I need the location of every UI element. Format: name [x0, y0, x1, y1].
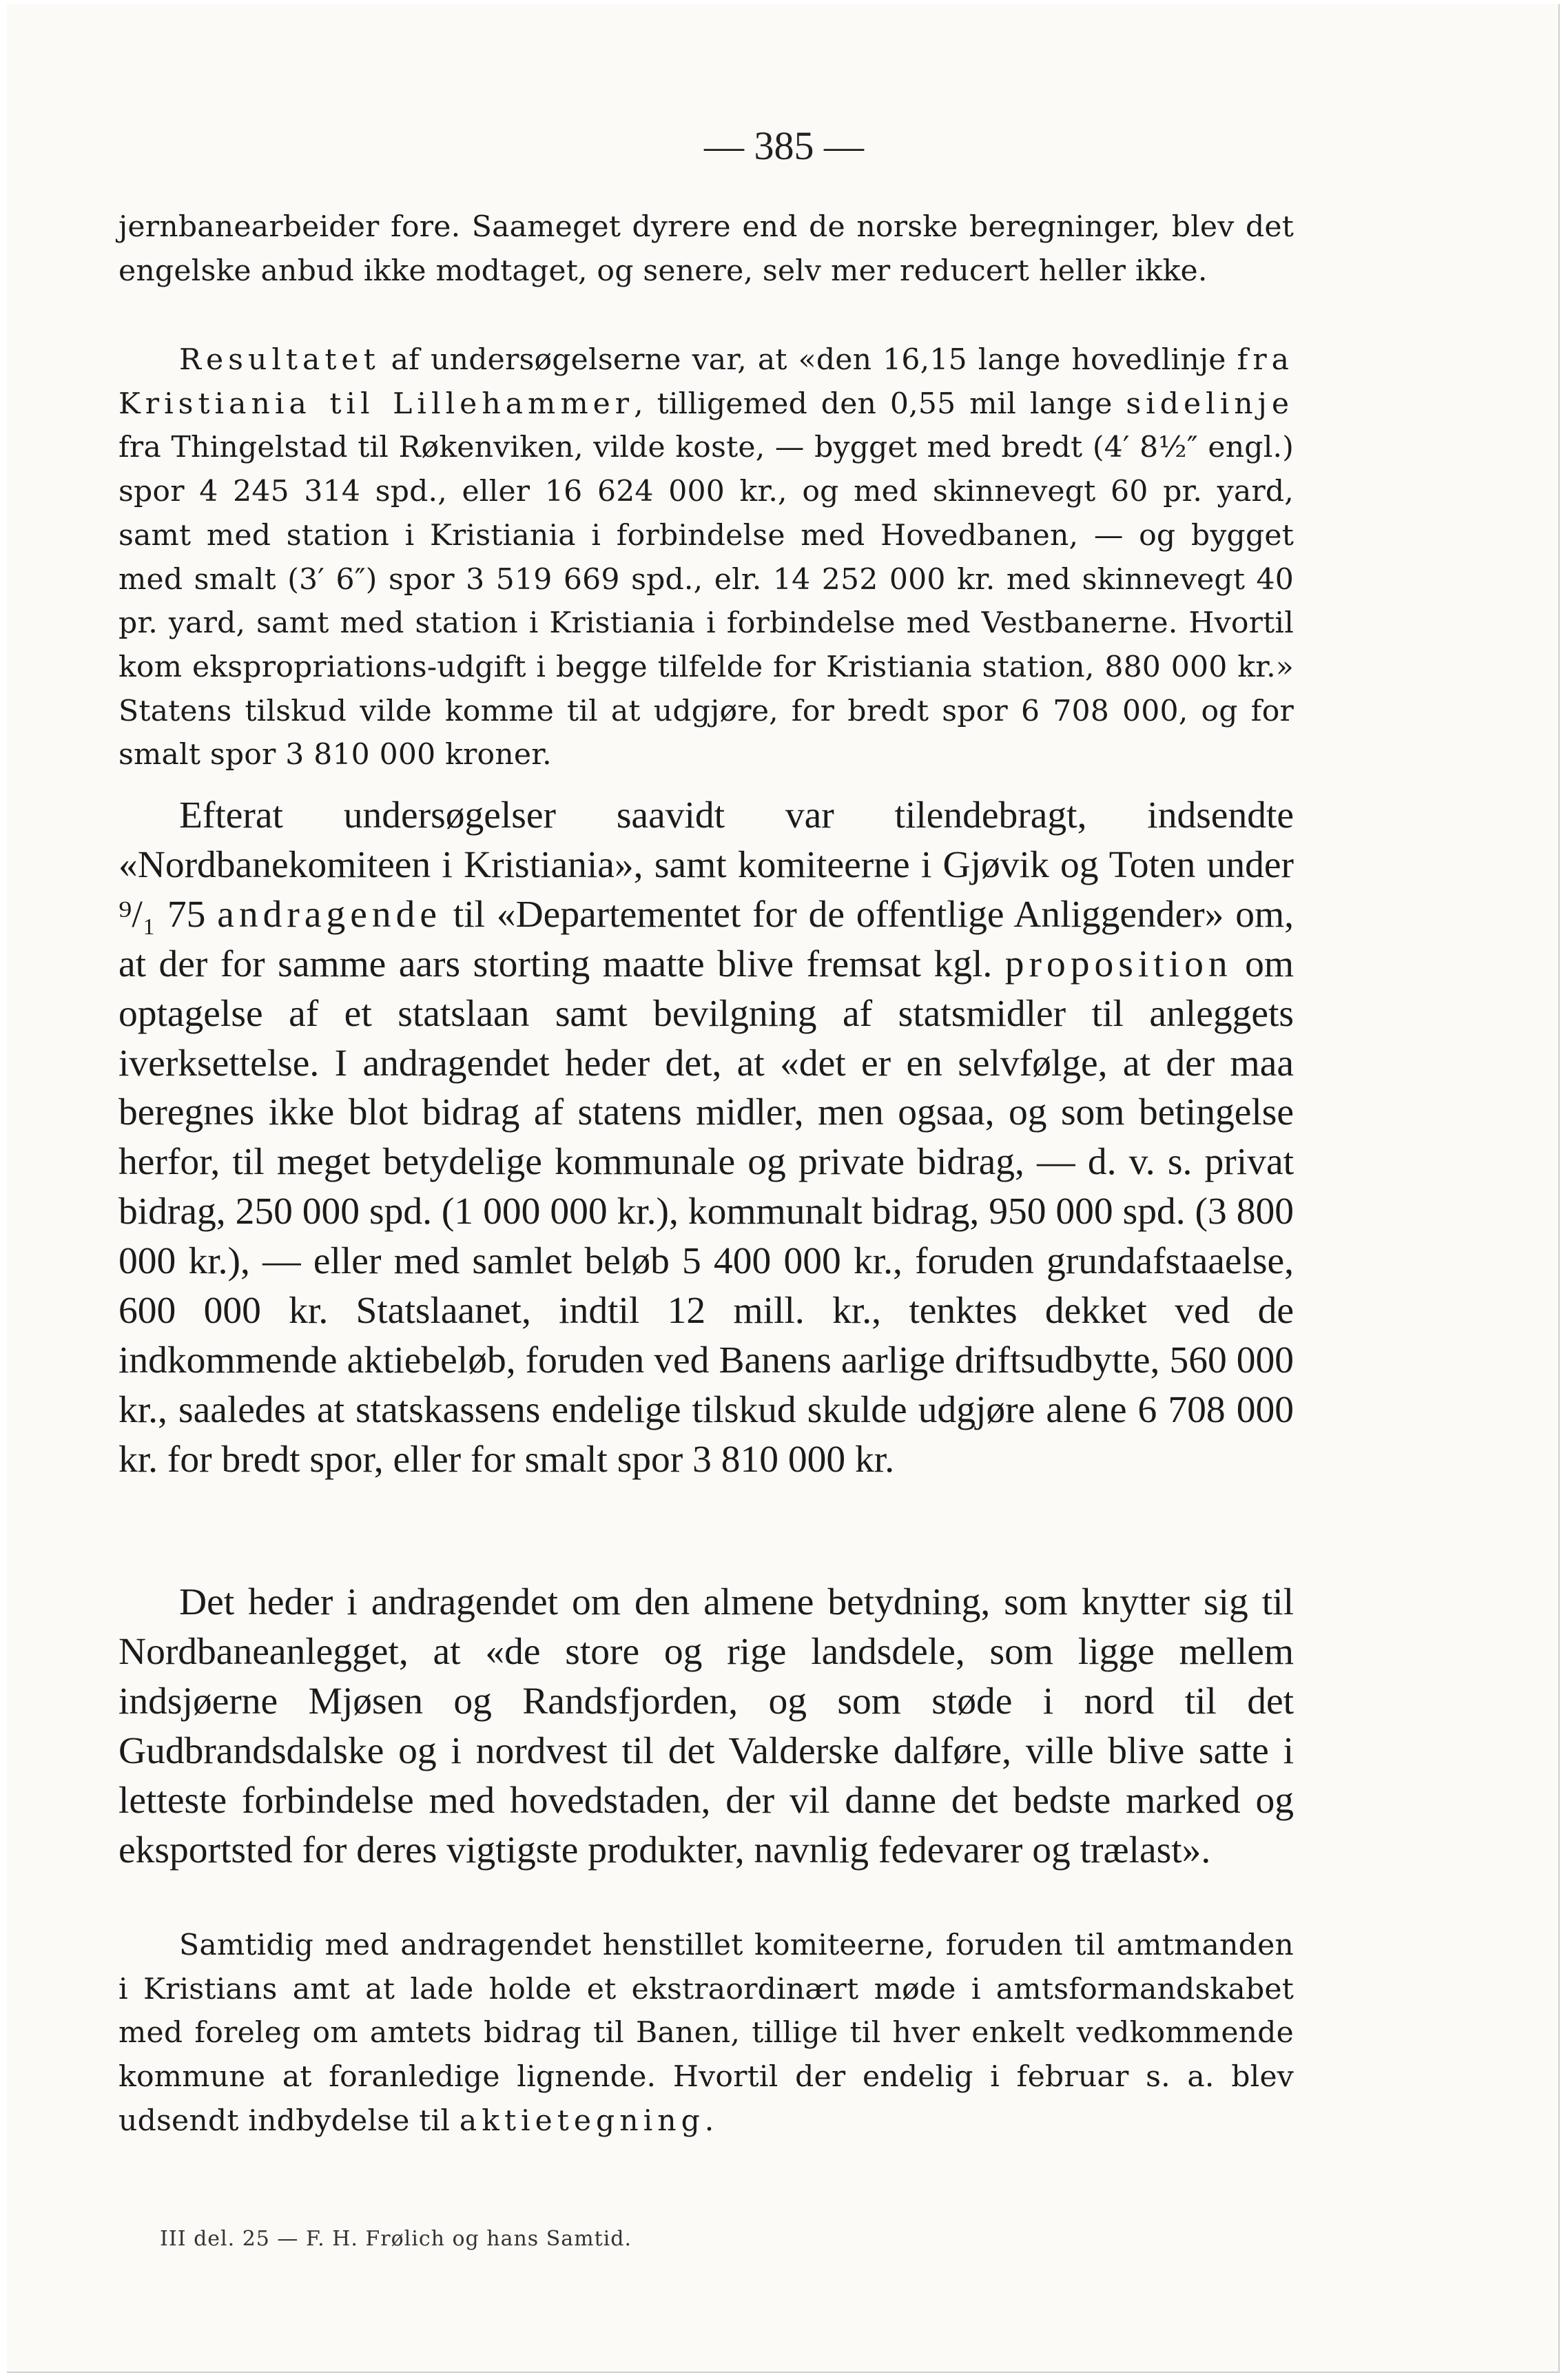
paragraph-petition — [118, 791, 1294, 1485]
text-run: Samtidig med andragendet henstillet komiteerne, foruden til amtmanden i Kristians amt at lade holde et ekstraordinært møde i amtsformandskabet med foreleg om amtets bidrag til Banen, tillige til hver enkelt vedkommende kommune at foranledige lignende. Hvortil der endelig i februar s. a. blev udsendt indbydelse til — [118, 1928, 1294, 2138]
text-run: Efterat undersøgelser saavidt var tilendebragt, indsendte «Nordbanekomiteen i Kristiania», samt komiteerne i Gjøvik og Toten under ⁹/₁ 75 — [118, 794, 1294, 936]
text-run: fra Thingelstad til Røkenviken, vilde koste, — bygget med bredt (4′ 8½″ engl.) spor 4 245 314 spd., eller 16 624 000 kr., og med skinnevegt 60 pr. yard, samt med station i Kristiania i forbindelse med Hovedbanen, — og bygget med smalt (3′ 6″) spor 3 519 669 spd., elr. 14 252 000 kr. med skinnevegt 40 pr. yard, samt med station i Kristiania i forbindelse med Vestbanerne. Hvortil kom ekspropriations-udgift i begge tilfelde for Kristiania station, 880 000 kr.» Statens tilskud vilde komme til at udgjøre, for bredt spor 6 708 000, og for smalt spor 3 810 000 kroner. — [118, 431, 1294, 772]
paragraph-text — [118, 791, 1294, 1485]
text-run: af undersøgelserne var, at «den 16,15 lange hovedlinje — [380, 343, 1237, 377]
paragraph-result — [118, 338, 1294, 777]
spaced-emphasis: andragende — [217, 893, 442, 936]
text-run: jernbanearbeider fore. Saameget dyrere end de norske beregninger, blev det engelske anbud ikke modtaget, og senere, selv mer reducert heller ikke. — [118, 210, 1294, 288]
paragraph-contemporary — [118, 1924, 1294, 2143]
spaced-emphasis: aktietegning — [459, 2103, 705, 2138]
spaced-emphasis: fra Kristiania til Lillehammer — [118, 343, 1294, 421]
text-run: Det heder i andragendet om den almene betydning, som knytter sig til Nordbaneanlegget, at «de store og rige landsdele, som ligge mellem indsjøerne Mjøsen og Randsfjorden, og som støde i nord til det Gudbrandsdalske og i nordvest til det Valderske dalføre, ville blive satte i letteste forbindelse med hovedstaden, der vil danne det bedste marked og eksportsted for deres vigtigste produkter, navnlig fedevarer og trælast». — [118, 1581, 1294, 1871]
spaced-emphasis: Resultatet — [179, 343, 380, 377]
paragraph-text — [118, 205, 1294, 293]
page-number: — 385 — — [704, 123, 864, 168]
paragraph-text — [118, 1578, 1294, 1875]
text-run: . — [704, 2103, 714, 2138]
paragraph-intro — [118, 205, 1294, 293]
paragraph-text — [118, 338, 1294, 777]
spaced-emphasis: proposition — [1004, 943, 1232, 985]
page-footer: III del. 25 — F. H. Frølich og hans Samtid. — [160, 2227, 632, 2251]
paragraph-text — [118, 1924, 1294, 2143]
spaced-emphasis: sidelinje — [1126, 387, 1294, 421]
paragraph-significance — [118, 1578, 1294, 1875]
text-run: til «Departementet for de offentlige Anliggender» om, at der for samme aars storting maatte blive fremsat kgl. — [118, 893, 1294, 985]
text-run: , tilligemed den 0,55 mil lange — [634, 387, 1126, 421]
text-run: om optagelse af et statslaan samt bevilgning af statsmidler til anleggets iverksettelse. I andragendet heder det, at «det er en selvfølge, at der maa beregnes ikke blot bidrag af statens midler, men ogsaa, og som betingelse herfor, til meget betydelige kommunale og private bidrag, — d. v. s. privat bidrag, 250 000 spd. (1 000 000 kr.), kommunalt bidrag, 950 000 spd. (3 800 000 kr.), — eller med samlet beløb 5 400 000 kr., foruden grundafstaaelse, 600 000 kr. Statslaanet, indtil 12 mill. kr., tenktes dekket ved de indkommende aktiebeløb, foruden ved Banens aarlige driftsudbytte, 560 000 kr., saaledes at statskassens endelige tilskud skulde udgjøre alene 6 708 000 kr. for bredt spor, eller for smalt spor 3 810 000 kr. — [118, 943, 1294, 1481]
